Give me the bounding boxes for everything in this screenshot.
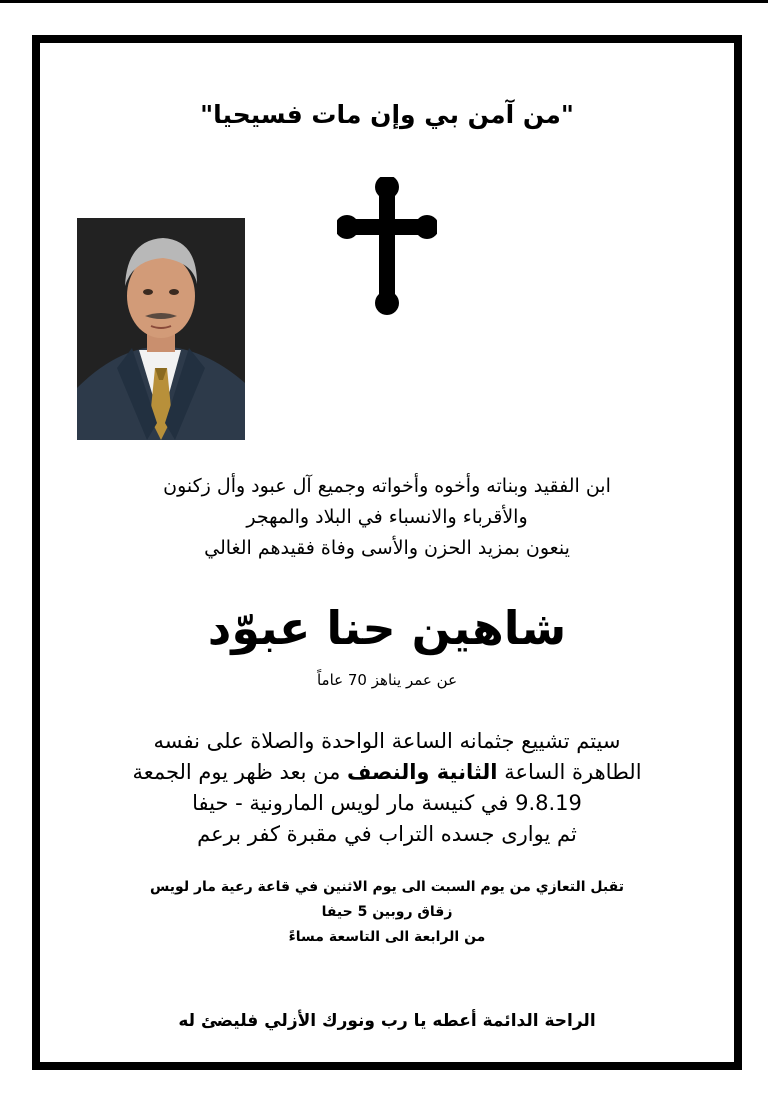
funeral-line-4: ثم يوارى جسده التراب في مقبرة كفر برعم (197, 822, 577, 846)
condolence-line-2: زقاق روبين 5 حيفا (321, 904, 453, 920)
top-rule (0, 0, 768, 3)
age-line: عن عمر يناهز 70 عاماً (316, 671, 458, 689)
family-line-1: ابن الفقيد وبناته وأخوه وأخواته وجميع آل عبود وأل زكنون (163, 475, 611, 497)
closing-prayer: الراحة الدائمة أعطه يا رب ونورك الأزلي فليضئ له (178, 1011, 596, 1031)
funeral-line-2-end: من بعد ظهر يوم الجمعة (132, 760, 348, 784)
funeral-line-2 (40, 760, 734, 784)
obituary-frame (32, 35, 742, 1070)
deceased-photo (77, 218, 245, 440)
family-line-2: والأقرباء والانسباء في البلاد والمهجر (246, 506, 528, 528)
bible-verse: "من آمن بي وإن مات فسيحيا" (200, 100, 574, 129)
funeral-line-2-start: الطاهرة الساعة (497, 760, 642, 784)
funeral-line-1: سيتم تشييع جثمانه الساعة الواحدة والصلاة على نفسه (153, 729, 621, 753)
deceased-name: شاهين حنا عبوّد (207, 601, 567, 655)
family-line-3: ينعون بمزيد الحزن والأسى وفاة فقيدهم الغالي (204, 537, 570, 559)
condolence-line-1: تقبل التعازي من يوم السبت الى يوم الاثنين في قاعة رعية مار لويس (150, 879, 624, 895)
condolence-line-3: من الرابعة الى التاسعة مساءً (288, 929, 486, 945)
funeral-line-3: 9.8.19 في كنيسة مار لويس المارونية - حيفا (192, 791, 582, 815)
orthodox-cross-icon (337, 177, 437, 315)
funeral-time-highlight: الثانية والنصف (347, 760, 498, 784)
portrait-photo-icon (77, 218, 245, 440)
